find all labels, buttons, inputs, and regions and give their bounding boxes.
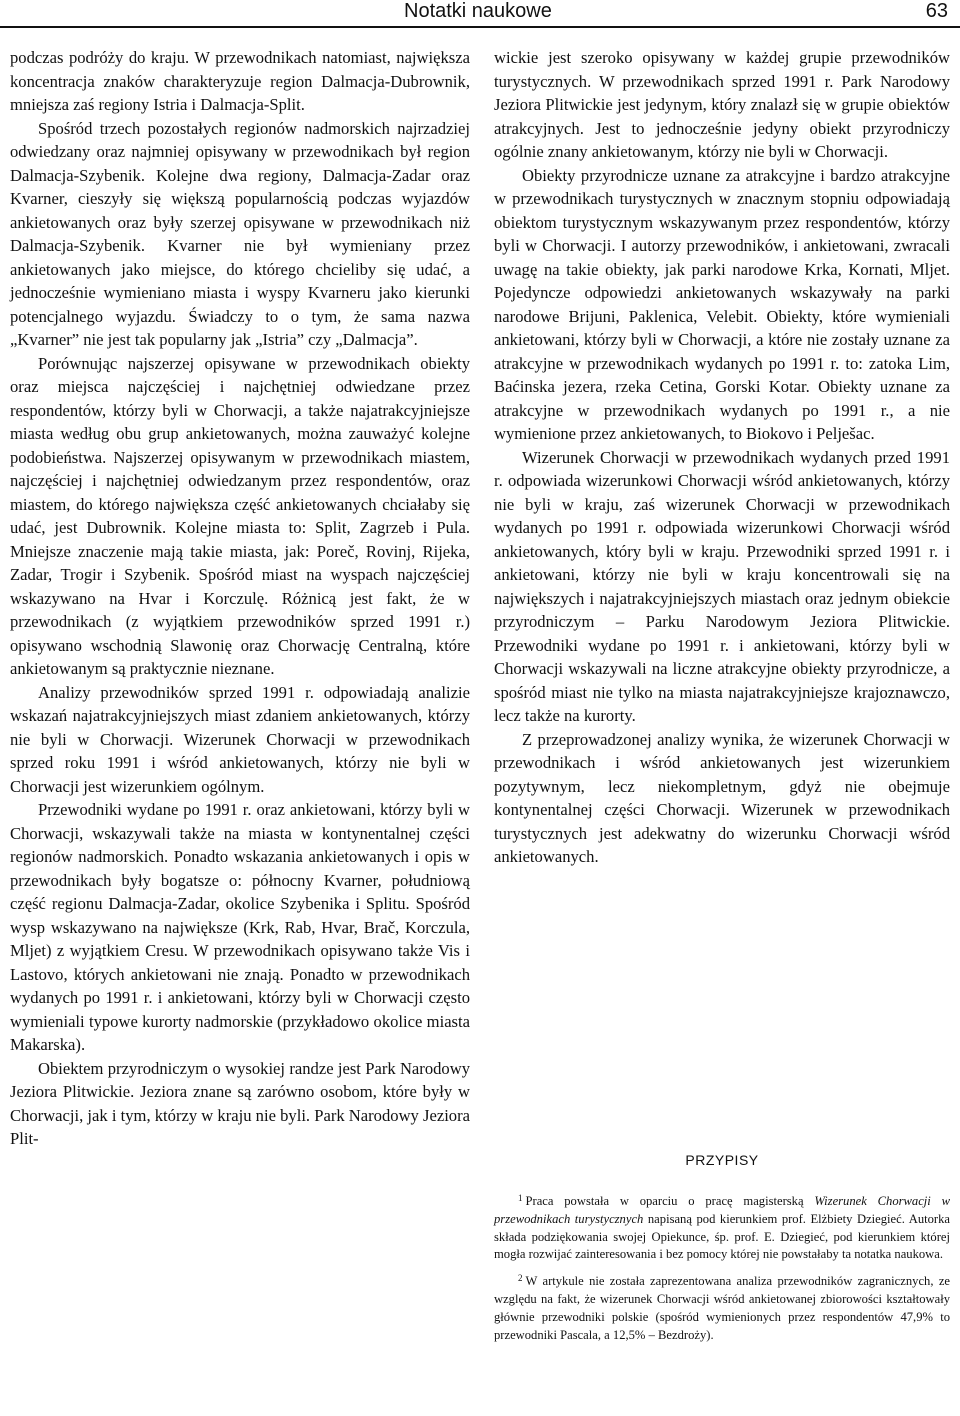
page-number: 63 bbox=[925, 0, 948, 22]
footnote-1 bbox=[494, 1190, 950, 1264]
running-header bbox=[0, 0, 960, 28]
paragraph: Obiekty przyrodnicze uznane za atrakcyjne i bardzo atrakcyjne w przewodnikach turystycznych w znacznym stopniu odpowiadają obiektom turystycznym wskazywanym przez respondentów, którzy byli w Chorwacji. I autorzy przewodników, i ankietowani, zwracali uwagę na takie obiekty, jak parki narodowe Krka, Kornati, Mljet. Pojedyncze odpowiedzi ankietowanych wskazywały na parki narodowe Brijuni, Paklenica, Velebit. Obiekty, które wymieniali ankietowani, którzy byli w Chorwacji, a które nie zostały uznane za atrakcyjne w przewodnikach wydanych po 1991 r. to: zatoka Lim, Baćinska jezera, rzeka Cetina, Gorski Kotar. Obiekty uznane za atrakcyjne w przewodnikach wydanych po 1991 r., a nie wymienione przez ankietowanych, to Biokovo i Pelješac. bbox=[494, 165, 950, 443]
paragraph: wickie jest szeroko opisywany w każdej grupie przewodników turystycznych. W przewodnikach sprzed 1991 r. Park Narodowy Jeziora Plitwickie jest jedynym, który znalazł się w grupie obiektów atrakcyjnych. Jest to jednocześnie jedyny obiekt przyrodniczy ogólnie znany ankietowanym, którzy nie byli w Chorwacji. bbox=[494, 48, 950, 161]
paragraph: Obiektem przyrodniczym o wysokiej randze jest Park Narodowy Jeziora Plitwickie. Jeziora znane są zarówno osobom, które były w Chorwacji, jak i tym, którzy w kraju nie byli. Park Narodowy Jeziora Plit- bbox=[10, 1058, 470, 1148]
paragraph: Porównując najszerzej opisywane w przewodnikach obiekty oraz miejsca najczęściej i najchętniej odwiedzane przez respondentów, którzy byli w Chorwacji, a także najatrakcyjniejsze miasta według obu grup ankietowanych, można zauważyć kolejne podobieństwa. Najszerzej opisywanym w przewodnikach miastem, najczęściej i najchętniej odwiedzanym przez respondentów, oraz miastem, do którego największa część ankietowanych chciałaby się udać, jest Dubrownik. Kolejne miasta to: Split, Zagrzeb i Pula. Mniejsze znaczenie mają takie miasta, jak: Poreč, Rovinj, Rijeka, Zadar, Trogir i Szybenik. Spośród miast na wyspach najczęściej wskazywano na Hvar i Korczulę. Różnicą jest fakt, że w przewodnikach (z wyjątkiem przewodników sprzed 1991 r.) opisywano wschodnią Slawonię oraz Chorwację Centralną, które ankietowanym są praktycznie nieznane. bbox=[10, 353, 470, 678]
paragraph: Analizy przewodników sprzed 1991 r. odpowiadają analizie wskazań najatrakcyjniejszych miast zdaniem ankietowanych, którzy nie byli w Chorwacji. Wizerunek Chorwacji w przewodnikach sprzed roku 1991 i wśród ankietowanych, którzy nie byli w Chorwacji jest wizerunkiem ogólnym. bbox=[10, 682, 470, 796]
paragraph: Z przeprowadzonej analizy wynika, że wizerunek Chorwacji w przewodnikach i wśród ankietowanych jest wizerunkiem pozytywnym, lecz niekompletnym, gdyż nie obejmuje kontynentalnej części Chorwacji. Wizerunek w przewodnikach turystycznych jest adekwatny do wizerunku Chorwacji wśród ankietowanych. bbox=[494, 729, 950, 866]
footnote-text: napisaną pod kierunkiem prof. Elżbiety Dziegieć. Autorka składa podziękowania swojej Opiekunce, śp. prof. E. Dziegieć, pod kierunkiem której mogła rozwijać zainteresowania i bez pomocy której nie powstałaby ta notatka naukowa. bbox=[494, 1211, 950, 1262]
paragraph: Spośród trzech pozostałych regionów nadmorskich najrzadziej odwiedzany oraz najmniej opisywany w przewodnikach był region Dalmacja-Szybenik. Kolejne dwa regiony, Dalmacja-Zadar oraz Kvarner, cieszyły się większą popularnością podczas wyjazdów ankietowanych oraz były szerzej opisywane w przewodnikach niż Dalmacja-Szybenik. Kvarner nie był wymieniany przez ankietowanych jako miejsce, do którego chcieliby się udać, a jednocześnie wymieniano miasta i wyspy Kvarneru jako kierunki potencjalnego wyjazdu. Świadczy to o tym, że sama nazwa „Kvarner” nie jest tak popularny jak „Istria” czy „Dalmacja”. bbox=[10, 118, 470, 349]
footnote-text: W artykule nie została zaprezentowana analiza przewodników zagranicznych, ze względu na fakt, że wizerunek Chorwacji wśród ankietowanej zbiorowości kształtowały głównie przewodniki polskie (spośród wymienionych przez respondentów 47,9% to przewodniki Pascala, a 12,5% – Bezdroży). bbox=[494, 1274, 950, 1342]
right-column bbox=[494, 46, 950, 869]
references-list bbox=[494, 1190, 950, 1350]
paragraph: Wizerunek Chorwacji w przewodnikach wydanych przed 1991 r. odpowiada wizerunkowi Chorwacji wśród ankietowanych, którzy nie byli w kraju, zaś wizerunek Chorwacji w przewodnikach wydanych po 1991 r. odpowiada wizerunkowi Chorwacji wśród ankietowanych, który byli w kraju. Przewodniki sprzed 1991 r. i ankietowani, którzy nie byli w kraju koncentrowali się na największych i najatrakcyjniejszych miastach oraz jednym obiekcie przyrodniczym – Parku Narodowym Jeziora Plitwickie. Przewodniki wydane po 1991 r. i ankietowani, którzy byli w Chorwacji wskazywali na liczne atrakcyjne obiekty przyrodnicze, a spośród miast nie tylko na miasta najatrakcyjniejsze krajoznawczo, lecz także na kurorty. bbox=[494, 447, 950, 725]
header-title: Notatki naukowe bbox=[404, 0, 552, 22]
paragraph: podczas podróży do kraju. W przewodnikach natomiast, największa koncentracja znaków charakteryzuje region Dalmacja-Dubrownik, mniejsza zaś regiony Istria i Dalmacja-Split. bbox=[10, 48, 470, 114]
paragraph: Przewodniki wydane po 1991 r. oraz ankietowani, którzy byli w Chorwacji, wskazywali także na miasta w kontynentalnej części regionów nadmorskich. Ponadto wskazania ankietowanych i opis w przewodnikach były bogatsze o: północny Kvarner, południową część regionu Dalmacja-Zadar, okolice Szybenika i Splitu. Spośród wysp wskazywano na największe (Krk, Rab, Hvar, Brač, Korczula, Mljet) z wyjątkiem Cresu. W przewodnikach opisywano także Vis i Lastovo, których ankietowani nie znają. Ponadto w przewodnikach wydanych po 1991 r. i ankietowani, którzy byli w Chorwacji często wymieniali typowe kurorty nadmorskie (przykładowo okolice miasta Makarska). bbox=[10, 800, 470, 1054]
left-column bbox=[10, 46, 470, 1151]
footnote-marker: 1 bbox=[518, 1193, 523, 1203]
footnote-marker: 2 bbox=[518, 1273, 523, 1284]
footnote-cited-title: Wizerunek Chorwacji w przewodnikach turystycznych bbox=[494, 1194, 951, 1226]
header-rule bbox=[0, 26, 960, 28]
references-heading: PRZYPISY bbox=[685, 1152, 759, 1168]
footnote-2 bbox=[494, 1270, 950, 1344]
footnote-text: Praca powstała w oparciu o pracę magisterską bbox=[525, 1194, 815, 1208]
